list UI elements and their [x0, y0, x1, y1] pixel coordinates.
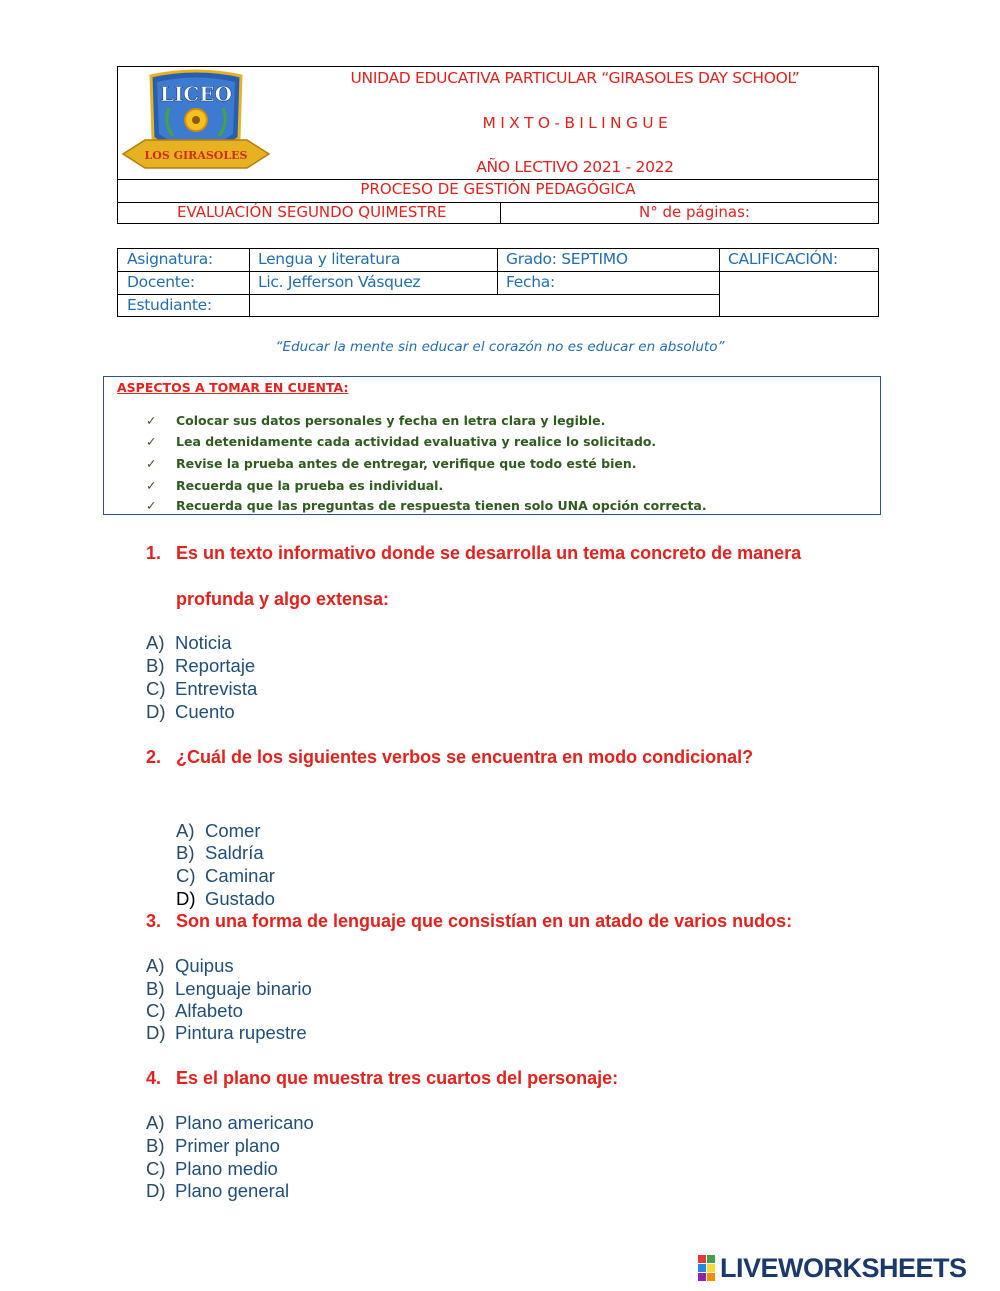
option-1d[interactable]: D) Cuento: [146, 701, 235, 722]
instruction-item: ✓ Recuerda que la prueba es individual.: [146, 478, 444, 493]
option-4c[interactable]: C) Plano medio: [146, 1158, 278, 1179]
question-1: 1. Es un texto informativo donde se desarrolla un tema concreto de manera: [146, 543, 802, 563]
option-3c[interactable]: C) Alfabeto: [146, 1000, 243, 1021]
option-1a[interactable]: A) Noticia: [146, 632, 232, 653]
school-name: UNIDAD EDUCATIVA PARTICULAR “GIRASOLES DAY SCHOOL”: [350, 69, 800, 87]
option-1b[interactable]: B) Reportaje: [146, 655, 256, 676]
instruction-item: ✓ Lea detenidamente cada actividad evaluativa y realice lo solicitado.: [146, 434, 657, 449]
question-1-continued: profunda y algo extensa:: [176, 589, 390, 609]
divider: [719, 271, 879, 272]
instruction-item: ✓ Recuerda que las preguntas de respuesta tienen solo UNA opción correcta.: [146, 498, 707, 513]
school-subtitle: M I X T O - B I L I N G U E: [482, 114, 668, 132]
check-icon: ✓: [146, 498, 157, 513]
option-2d[interactable]: D) Gustado: [176, 888, 275, 909]
pages-label: N° de páginas:: [639, 203, 750, 221]
check-icon: ✓: [146, 478, 157, 493]
instructions-box: [103, 376, 881, 515]
logo-banner-text: LOS GIRASOLES: [144, 149, 248, 162]
quote: “Educar la mente sin educar el corazón no es educar en absoluto”: [275, 339, 725, 355]
divider: [118, 271, 719, 272]
option-2b[interactable]: B) Saldría: [176, 842, 264, 863]
school-year: AÑO LECTIVO 2021 - 2022: [476, 158, 674, 176]
check-icon: ✓: [146, 434, 157, 449]
option-4b[interactable]: B) Primer plano: [146, 1135, 280, 1156]
logo-text: LICEO: [159, 82, 233, 106]
check-icon: ✓: [146, 413, 157, 428]
student-info-table: [117, 248, 879, 317]
question-2: 2. ¿Cuál de los siguientes verbos se encuentra en modo condicional?: [146, 747, 754, 767]
brand-text: LIVEWORKSHEETS: [720, 1253, 967, 1283]
instructions-title: ASPECTOS A TOMAR EN CUENTA:: [117, 380, 349, 395]
question-4: 4. Es el plano que muestra tres cuartos del personaje:: [146, 1068, 619, 1088]
student-label: Estudiante:: [127, 296, 212, 314]
option-3b[interactable]: B) Lenguaje binario: [146, 978, 312, 999]
score-label: CALIFICACIÓN:: [728, 250, 838, 268]
option-2c[interactable]: C) Caminar: [176, 865, 275, 886]
option-4d[interactable]: D) Plano general: [146, 1180, 290, 1201]
option-3a[interactable]: A) Quipus: [146, 955, 234, 976]
teacher-value: Lic. Jefferson Vásquez: [258, 273, 421, 291]
divider: [118, 294, 719, 295]
divider: [719, 249, 720, 316]
check-icon: ✓: [146, 456, 157, 471]
instruction-item: ✓ Colocar sus datos personales y fecha en letra clara y legible.: [146, 413, 606, 428]
option-4a[interactable]: A) Plano americano: [146, 1112, 314, 1133]
divider: [497, 249, 498, 294]
evaluation-title: EVALUACIÓN SEGUNDO QUIMESTRE: [177, 203, 447, 221]
process-title: PROCESO DE GESTIÓN PEDAGÓGICA: [360, 180, 636, 198]
question-3: 3. Son una forma de lenguaje que consistían en un atado de varios nudos:: [146, 911, 793, 931]
subject-value: Lengua y literatura: [258, 250, 401, 268]
subject-label: Asignatura:: [127, 250, 213, 268]
option-3d[interactable]: D) Pintura rupestre: [146, 1022, 307, 1043]
grade-label: Grado: SEPTIMO: [506, 250, 628, 268]
teacher-label: Docente:: [127, 273, 195, 291]
option-1c[interactable]: C) Entrevista: [146, 678, 258, 699]
date-label: Fecha:: [506, 273, 555, 291]
option-2a[interactable]: A) Comer: [176, 820, 261, 841]
divider: [249, 249, 250, 316]
instruction-item: ✓ Revise la prueba antes de entregar, verifique que todo esté bien.: [146, 456, 637, 471]
divider: [500, 202, 501, 224]
